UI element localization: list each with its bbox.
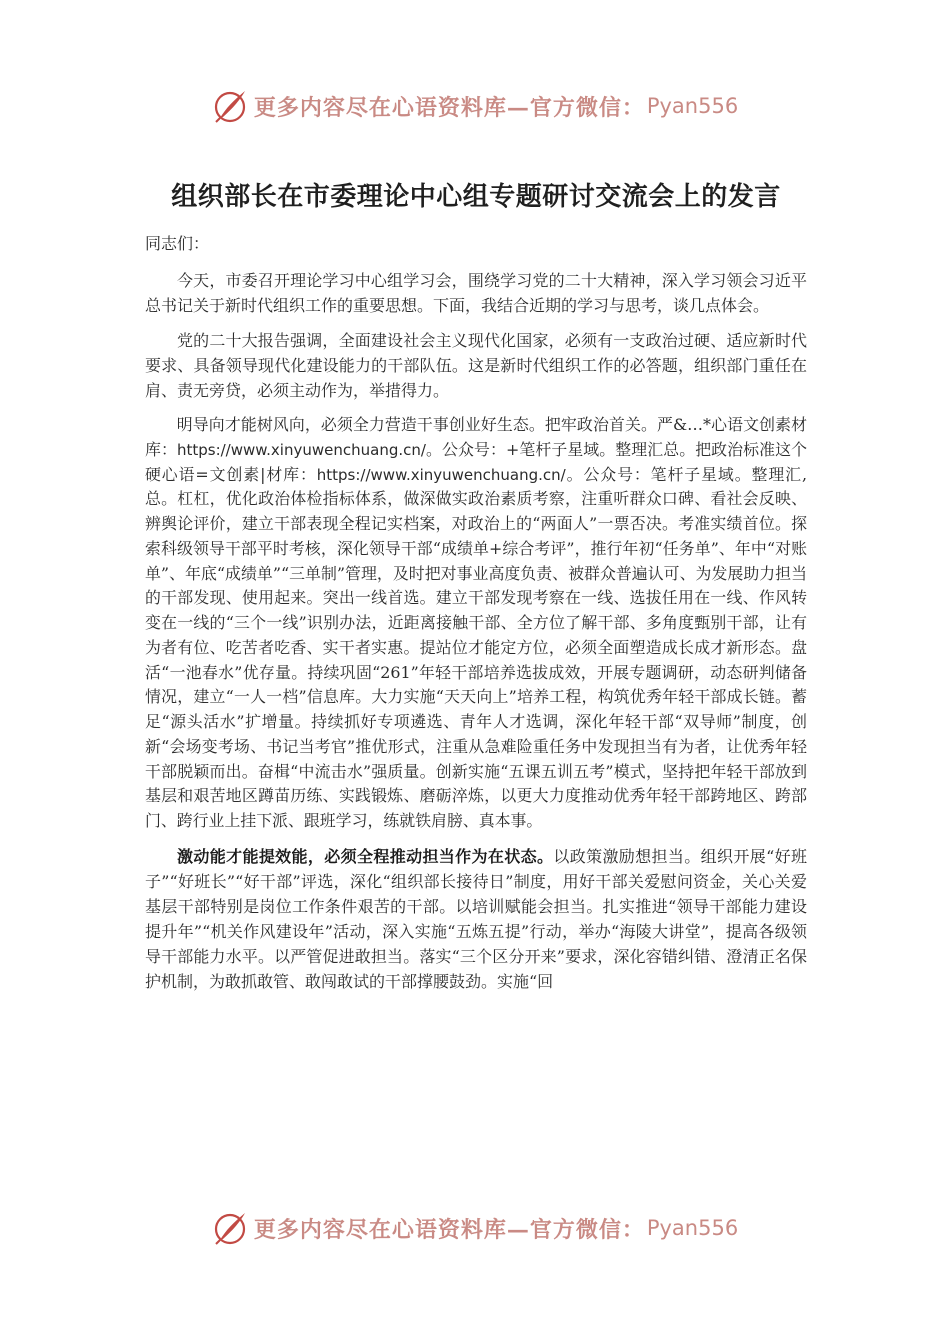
- paragraph-motivation-lead: 激动能才能提效能，必须全程推动担当作为在状态。: [177, 846, 554, 866]
- paragraph-guidance-ellipsis: &…: [672, 415, 704, 434]
- paragraph-guidance-text-1: 明导向才能树风向，必须全力营造干事创业好生态。把牢政治首关。严: [176, 415, 673, 434]
- footer-banner: [0, 1208, 950, 1248]
- header-banner: [0, 86, 950, 126]
- salutation: 同志们：: [145, 234, 210, 253]
- paragraph-motivation-text: 以政策激励想担当。组织开展“好班子”“好班长”“好干部”评选，深化“组织部长接待日”制度，用好干部关爱慰问资金，关心关爱基层干部特别是岗位工作条件艰苦的干部。以培训赋能会担当。扎实推进“领导干部能力建设提升年”“机关作风建设年”活动，深入实施“五炼五提”行动，举办“海陵大讲堂”，提高各级领导干部能力水平。以严管促进敢担当。落实“三个区分开来”要求，深化容错纠错、澄清正名保护机制，为敢抓敢管、敢闯敢试的干部撑腰鼓劲。实施“回: [145, 846, 807, 991]
- document-title: 组织部长在市委理论中心组专题研讨交流会上的发言: [171, 182, 781, 212]
- paragraph-guidance: [145, 413, 807, 834]
- banner-text: 更多内容尽在心语资料库—官方微信：: [253, 94, 645, 121]
- paragraph-guidance-text-2: *心语文创素材库：: [145, 415, 807, 459]
- paragraph-guidance-text-4: 。公众号：笔杆子星域。整理汇,总。杠杠，优化政治体检指标体系，做深做实政治素质考察，注重听群众口碑、看社会反映、辨舆论评价，建立干部表现全程记实档案，对政治上的“两面人”一票否决。考准实绩首位。探索科级领导干部平时考核，深化领导干部“成绩单+综合考评”，推行年初“任务单”、年中“对账单”、年底“成绩单”“三单制”管理，及时把对事业高度负责、被群众普遍认可、为发展助力担当的干部发现、使用起来。突出一线首选。建立干部发现考察在一线、选拔任用在一线、作风转变在一线的“三个一线”识别办法，近距离接触干部、全方位了解干部、多角度甄别干部，让有为者有位、吃苦者吃香、实干者实惠。提站位才能定方位，必须全面塑造成长成才新形态。盘活“一池春水”优存量。持续巩固“261”年轻干部培养选拔成效，开展专题调研，动态研判储备情况，建立“一人一档”信息库。大力实施“天天向上”培养工程，构筑优秀年轻干部成长链。蓄足“源头活水”扩增量。持续抓好专项遴选、青年人才选调，深化年轻干部“双导师”制度，创新“会场变考场、书记当考官”推优形式，注重从急难险重任务中发现担当有为者，让优秀年轻干部脱颖而出。奋楫“中流击水”强质量。创新实施“五课五训五考”模式，坚持把年轻干部放到基层和艰苦地区蹲苗历练、实践锻炼、磨砺淬炼，以更大力度推动优秀年轻干部跨地区、跨部门、跨行业上挂下派、跟班学习，练就铁肩膀、真本事。: [145, 464, 807, 830]
- paragraph-motivation: [145, 844, 807, 994]
- paragraph-intro: 今天，市委召开理论学习中心组学习会，围绕学习党的二十大精神，深入学习领会习近平总书记关于新时代组织工作的重要思想。下面，我结合近期的学习与思考，谈几点体会。: [145, 271, 807, 315]
- banner-wechat-id: Pyan556: [646, 94, 739, 118]
- banner-text: 更多内容尽在心语资料库—官方微信：: [253, 1216, 645, 1243]
- paragraph-guidance-text-3: 。公众号：+笔杆子星域。整理汇总。把政治标准这个硬心语=文创素|材库：: [145, 439, 807, 484]
- document-body: [145, 176, 807, 1004]
- quill-logo-icon: [212, 88, 248, 124]
- source-url-link-2[interactable]: https://www.xinyuwenchuang.cn/: [316, 465, 566, 484]
- quill-logo-icon: [212, 1210, 248, 1246]
- banner-wechat-id: Pyan556: [646, 1216, 739, 1240]
- source-url-link[interactable]: https://www.xinyuwenchuang.cn/: [176, 440, 426, 459]
- paragraph-background: 党的二十大报告强调，全面建设社会主义现代化国家，必须有一支政治过硬、适应新时代要求、具备领导现代化建设能力的干部队伍。这是新时代组织工作的必答题，组织部门重任在肩、责无旁贷，必须主动作为，举措得力。: [145, 331, 807, 400]
